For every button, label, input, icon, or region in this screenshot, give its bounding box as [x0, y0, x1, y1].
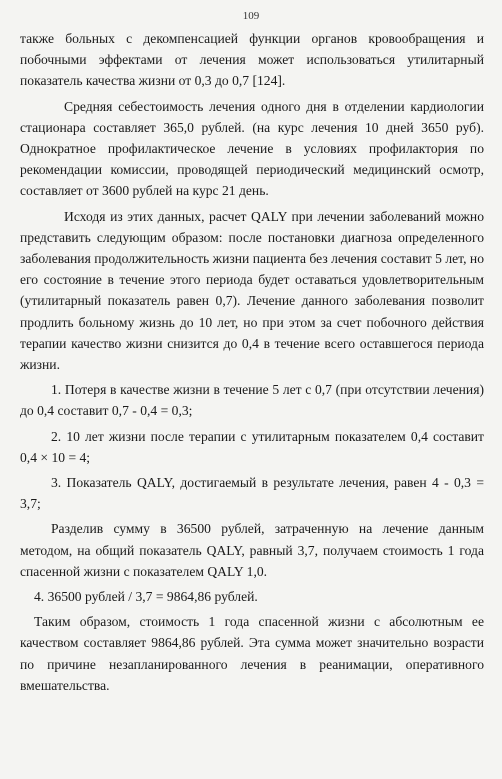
page-number: 109 [242, 10, 260, 22]
paragraph-treatment-cost: Средняя себестоимость лечения одного дня в отделении кардиологии стационара составляет 365,0 рублей. (на курс лечения 10 дней 3650 руб). Однократное профилактическое лечение в условиях профилактория по рекомендации комиссии, проводящей периодический медицинский осмотр, составляет от 3600 рублей на курс 21 день. [20, 98, 484, 199]
paragraph-qaly-calculation: Исходя из этих данных, расчет QALY при лечении заболеваний можно представить следующим образом: после постановки диагноза определенного заболевания продолжительность жизни пациента без лечения составит 5 лет, но его состояние в течение этого периода будет оставаться удовлетворительным (утилитарный показатель равен 0,7). Лечение данного заболевания позволит продлить больному жизнь до 10 лет, но при этом за счет побочного действия терапии качество жизни снизится до 0,4 в течение всего оставшегося периода жизни. [20, 208, 484, 373]
paragraph-intro-continuation: также больных с декомпенсацией функции органов кровообращения и побочными эффектами от лечения может использоваться утилитарный показатель качества жизни от 0,3 до 0,7 [124]. [20, 31, 484, 89]
list-item-4: 4. 36500 рублей / 3,7 = 9864,86 рублей. [34, 589, 258, 605]
list-item-2: 2. 10 лет жизни после терапии с утилитарным показателем 0,4 составит 0,4 × 10 = 4; [20, 428, 484, 465]
paragraph-cost-division: Разделив сумму в 36500 рублей, затраченную на лечение данным методом, на общий показатель QALY, равный 3,7, получаем стоимость 1 года спасенной жизни с показателем QALY 1,0. [20, 521, 484, 579]
paragraph-conclusion: Таким образом, стоимость 1 года спасенной жизни с абсолютным ее качеством составляет 9864,86 рублей. Эта сумма может значительно возрасти по причине незапланированного лечения в реанимации, оперативного вмешательства. [20, 614, 484, 693]
list-item-1: 1. Потеря в качестве жизни в течение 5 лет с 0,7 (при отсутствии лечения) до 0,4 составит 0,7 - 0,4 = 0,3; [20, 382, 484, 419]
list-item-3: 3. Показатель QALY, достигаемый в результате лечения, равен 4 - 0,3 = 3,7; [20, 475, 484, 512]
page-body [20, 28, 484, 700]
